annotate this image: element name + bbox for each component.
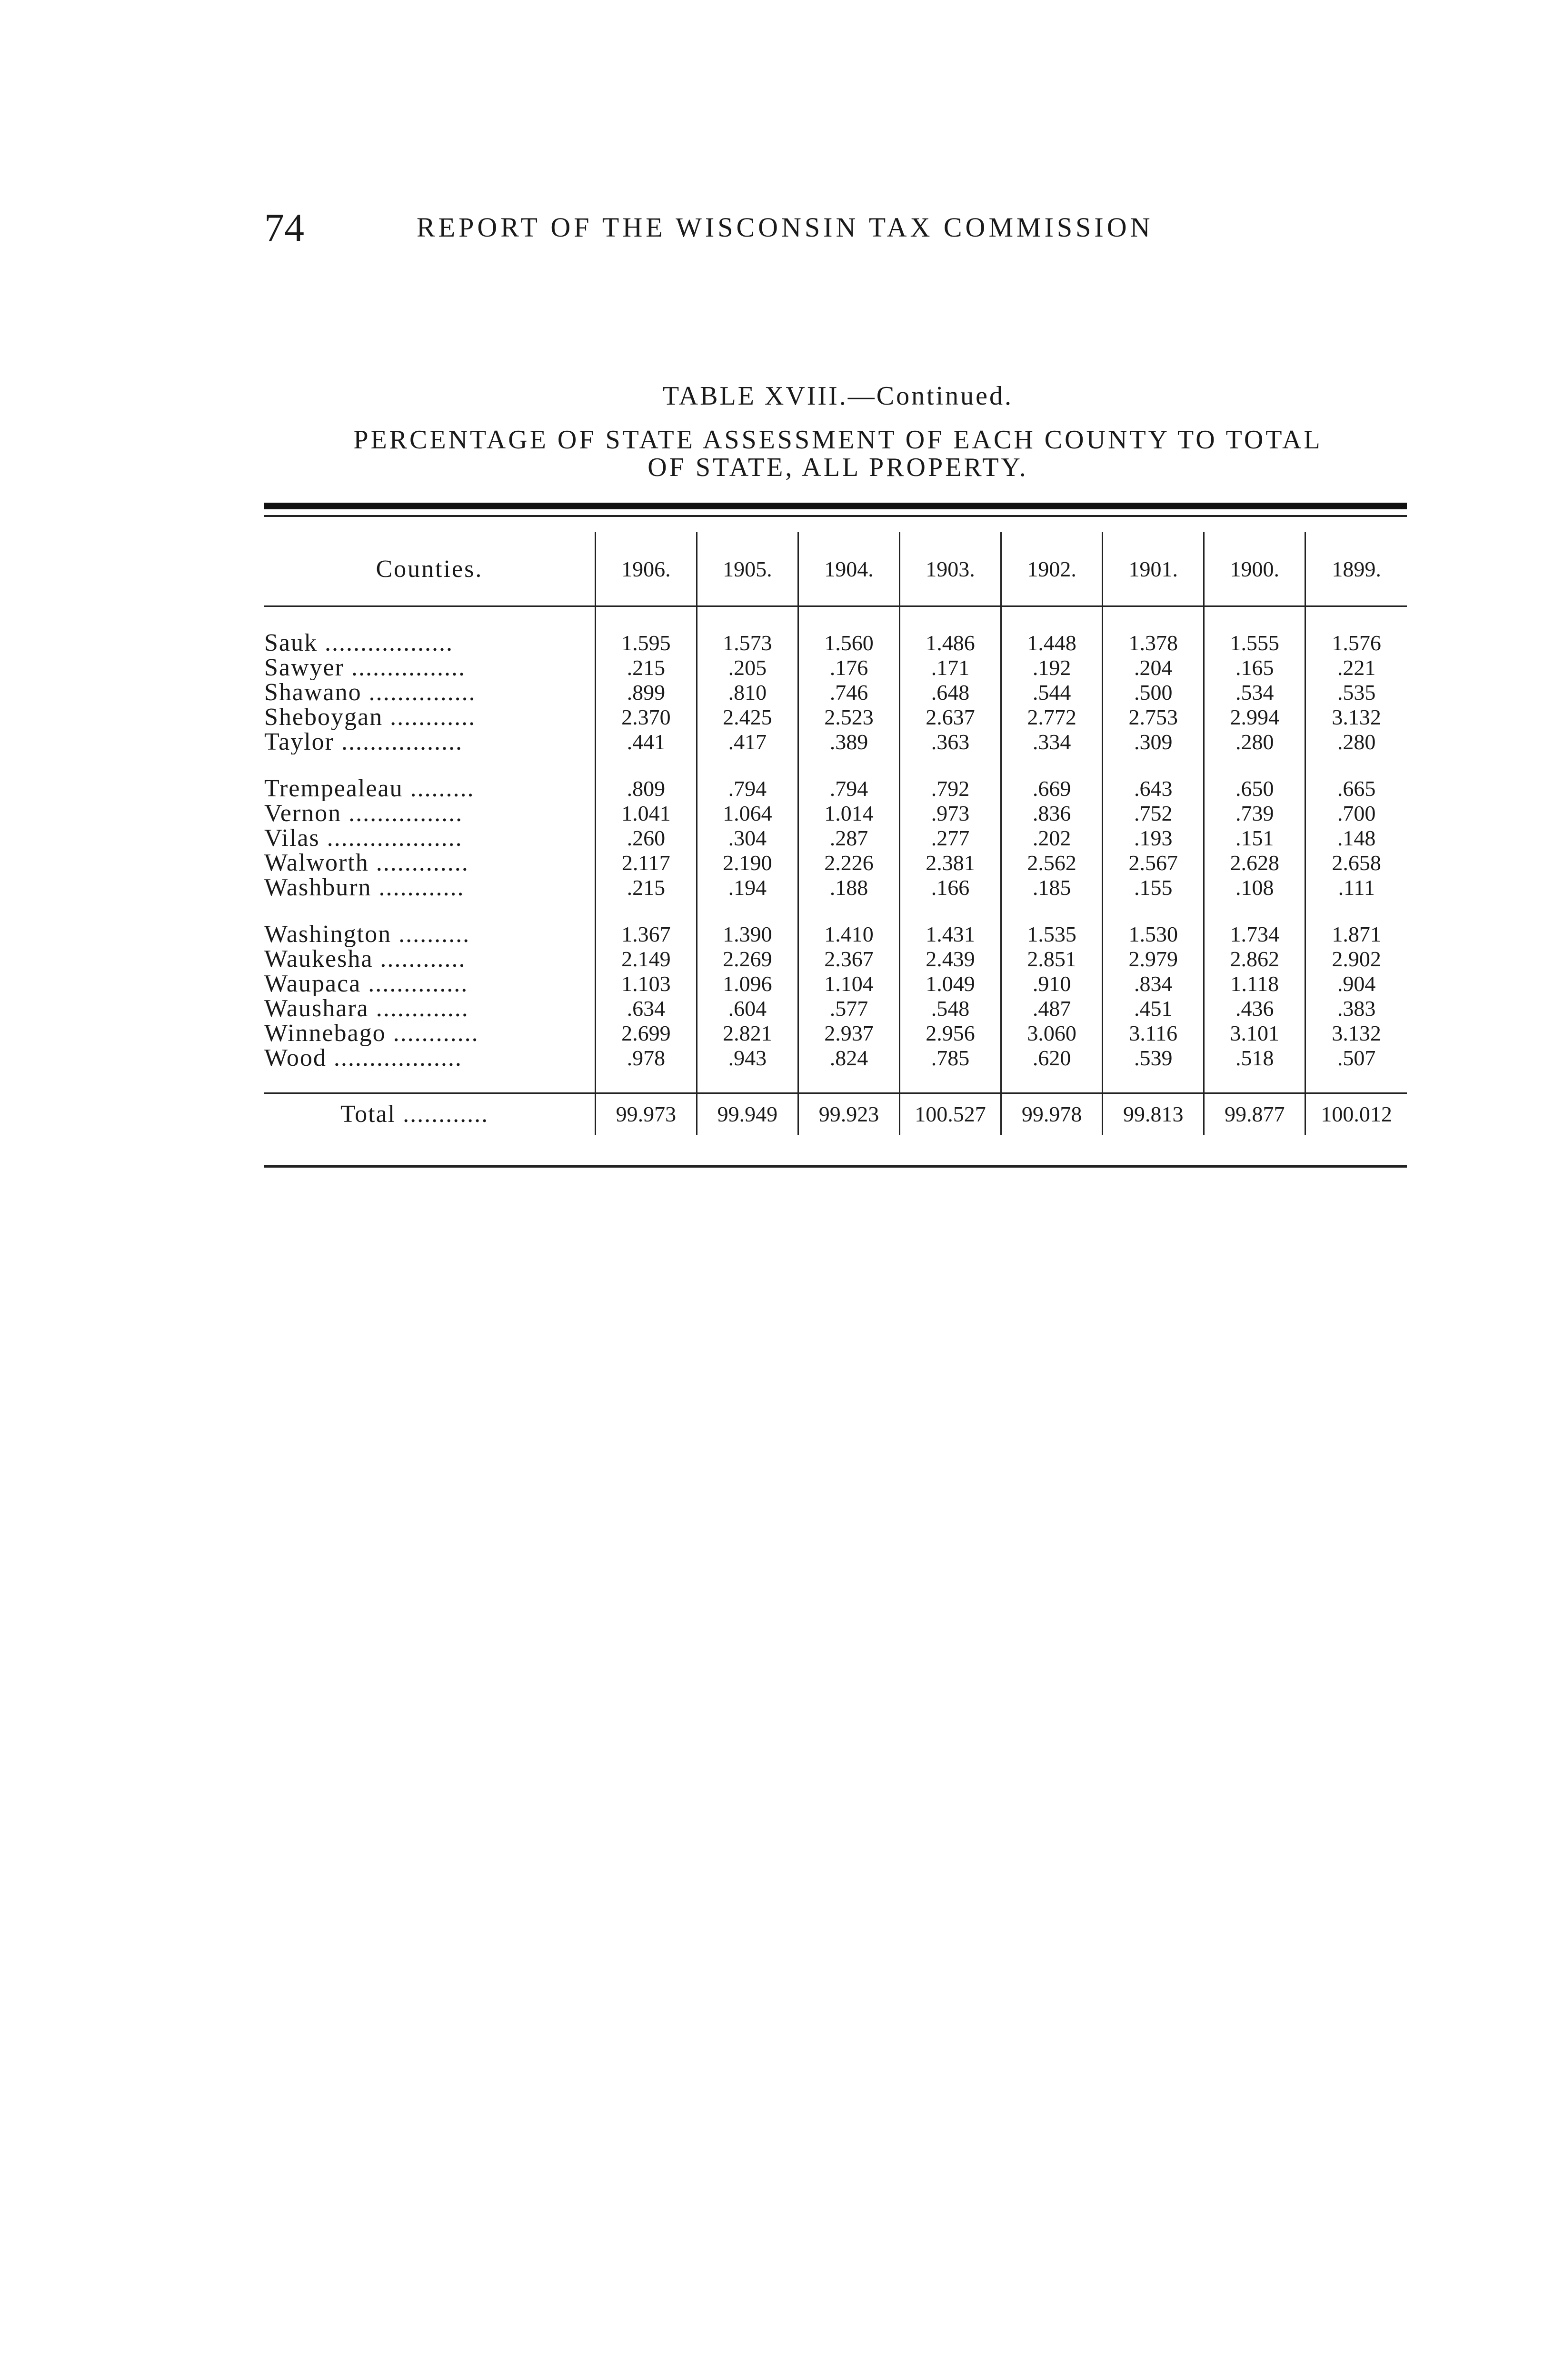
- value-cell: 1.576: [1305, 631, 1407, 655]
- value-cell: .899: [595, 680, 697, 705]
- table-row: [264, 730, 1407, 754]
- value-cell: 1.390: [697, 922, 798, 947]
- total-value-cell: 99.978: [1001, 1093, 1103, 1135]
- value-cell: .215: [595, 655, 697, 680]
- county-name: Washburn ............: [264, 875, 465, 900]
- spacer-cell: [1305, 1071, 1407, 1093]
- spacer-cell: [595, 1071, 697, 1093]
- table-row: [264, 631, 1407, 655]
- value-cell: 1.431: [900, 922, 1001, 947]
- total-value-cell: 99.877: [1204, 1093, 1305, 1135]
- spacer-cell: [264, 900, 595, 922]
- year-header: 1904.: [798, 532, 899, 606]
- value-cell: 2.226: [798, 851, 899, 875]
- value-cell: .665: [1305, 776, 1407, 801]
- year-header: 1903.: [900, 532, 1001, 606]
- value-cell: 3.060: [1001, 1021, 1103, 1046]
- spacer-cell: [697, 606, 798, 631]
- value-cell: 2.567: [1103, 851, 1204, 875]
- value-cell: 1.103: [595, 972, 697, 996]
- value-cell: .544: [1001, 680, 1103, 705]
- top-rule-thick: [264, 503, 1407, 509]
- value-cell: 1.049: [900, 972, 1001, 996]
- spacer-cell: [595, 754, 697, 776]
- value-cell: .215: [595, 875, 697, 900]
- value-cell: 1.560: [798, 631, 899, 655]
- spacer-cell: [1204, 606, 1305, 631]
- spacer-cell: [900, 900, 1001, 922]
- value-cell: 2.425: [697, 705, 798, 730]
- spacer-row: [264, 606, 1407, 631]
- value-cell: .910: [1001, 972, 1103, 996]
- spacer-cell: [595, 900, 697, 922]
- year-header: 1899.: [1305, 532, 1407, 606]
- value-cell: 1.104: [798, 972, 899, 996]
- value-cell: .794: [798, 776, 899, 801]
- value-cell: .389: [798, 730, 899, 754]
- value-cell: .794: [697, 776, 798, 801]
- value-cell: .548: [900, 996, 1001, 1021]
- value-cell: .166: [900, 875, 1001, 900]
- spacer-cell: [1001, 606, 1103, 631]
- county-name: Vilas ...................: [264, 826, 463, 851]
- table-body: [264, 606, 1407, 1135]
- value-cell: .451: [1103, 996, 1204, 1021]
- value-cell: .188: [798, 875, 899, 900]
- value-cell: .194: [697, 875, 798, 900]
- value-cell: .973: [900, 801, 1001, 826]
- county-name: Wood ..................: [264, 1046, 462, 1071]
- spacer-cell: [1103, 754, 1204, 776]
- value-cell: .171: [900, 655, 1001, 680]
- table-row: [264, 1046, 1407, 1071]
- value-cell: .204: [1103, 655, 1204, 680]
- spacer-cell: [1001, 1071, 1103, 1093]
- value-cell: .577: [798, 996, 899, 1021]
- value-cell: .978: [595, 1046, 697, 1071]
- spacer-cell: [1103, 606, 1204, 631]
- value-cell: .277: [900, 826, 1001, 851]
- value-cell: .155: [1103, 875, 1204, 900]
- county-name: Sheboygan ............: [264, 705, 476, 730]
- value-cell: .792: [900, 776, 1001, 801]
- value-cell: 1.555: [1204, 631, 1305, 655]
- value-cell: .383: [1305, 996, 1407, 1021]
- year-header: 1901.: [1103, 532, 1204, 606]
- value-cell: 2.937: [798, 1021, 899, 1046]
- table-row: [264, 1021, 1407, 1046]
- value-cell: 2.979: [1103, 947, 1204, 972]
- assessment-table: [264, 532, 1407, 1135]
- value-cell: .634: [595, 996, 697, 1021]
- county-name: Sawyer ................: [264, 655, 466, 680]
- value-cell: .752: [1103, 801, 1204, 826]
- value-cell: 2.699: [595, 1021, 697, 1046]
- county-column-header: Counties.: [264, 532, 595, 606]
- value-cell: 2.149: [595, 947, 697, 972]
- total-value-cell: 100.527: [900, 1093, 1001, 1135]
- value-cell: 1.871: [1305, 922, 1407, 947]
- value-cell: 1.535: [1001, 922, 1103, 947]
- value-cell: .604: [697, 996, 798, 1021]
- total-value-cell: 99.973: [595, 1093, 697, 1135]
- value-cell: 2.956: [900, 1021, 1001, 1046]
- value-cell: 2.851: [1001, 947, 1103, 972]
- value-cell: 2.994: [1204, 705, 1305, 730]
- spacer-row: [264, 754, 1407, 776]
- value-cell: .205: [697, 655, 798, 680]
- value-cell: .193: [1103, 826, 1204, 851]
- value-cell: .221: [1305, 655, 1407, 680]
- value-cell: 2.117: [595, 851, 697, 875]
- total-value-cell: 99.949: [697, 1093, 798, 1135]
- value-cell: 2.862: [1204, 947, 1305, 972]
- spacer-cell: [1204, 1071, 1305, 1093]
- value-cell: .202: [1001, 826, 1103, 851]
- table-row: [264, 655, 1407, 680]
- table-caption-line-1: PERCENTAGE OF STATE ASSESSMENT OF EACH COUNTY TO TOTAL: [353, 425, 1323, 455]
- total-value-cell: 100.012: [1305, 1093, 1407, 1135]
- value-cell: .441: [595, 730, 697, 754]
- value-cell: 1.410: [798, 922, 899, 947]
- value-cell: 1.367: [595, 922, 697, 947]
- top-rule-thin: [264, 515, 1407, 517]
- county-name: Vernon ................: [264, 801, 463, 826]
- value-cell: .165: [1204, 655, 1305, 680]
- spacer-cell: [264, 754, 595, 776]
- spacer-row: [264, 1071, 1407, 1093]
- value-cell: 2.269: [697, 947, 798, 972]
- value-cell: .518: [1204, 1046, 1305, 1071]
- county-name: Walworth .............: [264, 851, 469, 875]
- year-header: 1905.: [697, 532, 798, 606]
- spacer-cell: [900, 1071, 1001, 1093]
- county-name: Trempealeau .........: [264, 776, 475, 801]
- spacer-cell: [900, 754, 1001, 776]
- total-row: [264, 1093, 1407, 1135]
- spacer-cell: [1305, 606, 1407, 631]
- value-cell: 2.902: [1305, 947, 1407, 972]
- value-cell: .417: [697, 730, 798, 754]
- county-name: Waupaca ..............: [264, 972, 468, 996]
- spacer-cell: [697, 1071, 798, 1093]
- spacer-cell: [1305, 754, 1407, 776]
- value-cell: .700: [1305, 801, 1407, 826]
- value-cell: 1.530: [1103, 922, 1204, 947]
- value-cell: 2.190: [697, 851, 798, 875]
- value-cell: .280: [1305, 730, 1407, 754]
- spacer-cell: [1204, 754, 1305, 776]
- spacer-cell: [798, 1071, 899, 1093]
- running-head: REPORT OF THE WISCONSIN TAX COMMISSION: [417, 212, 1154, 243]
- table-title: TABLE XVIII.—Continued.: [662, 381, 1014, 411]
- value-cell: 2.370: [595, 705, 697, 730]
- value-cell: .824: [798, 1046, 899, 1071]
- value-cell: 2.381: [900, 851, 1001, 875]
- value-cell: .836: [1001, 801, 1103, 826]
- value-cell: 2.821: [697, 1021, 798, 1046]
- spacer-cell: [900, 606, 1001, 631]
- value-cell: .309: [1103, 730, 1204, 754]
- year-header: 1900.: [1204, 532, 1305, 606]
- value-cell: 1.096: [697, 972, 798, 996]
- value-cell: 3.132: [1305, 1021, 1407, 1046]
- county-name: Shawano ...............: [264, 680, 476, 705]
- value-cell: .943: [697, 1046, 798, 1071]
- spacer-cell: [697, 900, 798, 922]
- table-row: [264, 851, 1407, 875]
- county-name: Waushara .............: [264, 996, 469, 1021]
- value-cell: .500: [1103, 680, 1204, 705]
- value-cell: .620: [1001, 1046, 1103, 1071]
- table-row: [264, 922, 1407, 947]
- value-cell: 2.439: [900, 947, 1001, 972]
- table-row: [264, 680, 1407, 705]
- table-caption: [264, 426, 1412, 481]
- county-name: Washington ..........: [264, 922, 470, 947]
- value-cell: 1.448: [1001, 631, 1103, 655]
- table-row: [264, 801, 1407, 826]
- value-cell: 3.116: [1103, 1021, 1204, 1046]
- county-name: Winnebago ............: [264, 1021, 479, 1046]
- total-value-cell: 99.813: [1103, 1093, 1204, 1135]
- value-cell: 2.637: [900, 705, 1001, 730]
- county-name: Taylor .................: [264, 730, 463, 754]
- value-cell: 3.132: [1305, 705, 1407, 730]
- value-cell: .669: [1001, 776, 1103, 801]
- spacer-cell: [595, 606, 697, 631]
- value-cell: 2.658: [1305, 851, 1407, 875]
- spacer-cell: [1103, 1071, 1204, 1093]
- value-cell: .436: [1204, 996, 1305, 1021]
- table-row: [264, 972, 1407, 996]
- value-cell: 1.486: [900, 631, 1001, 655]
- total-label: Total ............: [264, 1093, 595, 1135]
- spacer-cell: [1001, 754, 1103, 776]
- value-cell: 3.101: [1204, 1021, 1305, 1046]
- value-cell: .176: [798, 655, 899, 680]
- spacer-cell: [798, 606, 899, 631]
- value-cell: .280: [1204, 730, 1305, 754]
- value-cell: .487: [1001, 996, 1103, 1021]
- value-cell: .739: [1204, 801, 1305, 826]
- spacer-cell: [1204, 900, 1305, 922]
- value-cell: .304: [697, 826, 798, 851]
- value-cell: .650: [1204, 776, 1305, 801]
- value-cell: 1.595: [595, 631, 697, 655]
- value-cell: .507: [1305, 1046, 1407, 1071]
- value-cell: 1.118: [1204, 972, 1305, 996]
- table-row: [264, 875, 1407, 900]
- value-cell: .111: [1305, 875, 1407, 900]
- value-cell: .643: [1103, 776, 1204, 801]
- county-name: Waukesha ............: [264, 947, 466, 972]
- value-cell: .535: [1305, 680, 1407, 705]
- value-cell: .648: [900, 680, 1001, 705]
- value-cell: 2.628: [1204, 851, 1305, 875]
- year-header: 1902.: [1001, 532, 1103, 606]
- table-row: [264, 705, 1407, 730]
- value-cell: 1.378: [1103, 631, 1204, 655]
- value-cell: 2.772: [1001, 705, 1103, 730]
- value-cell: .260: [595, 826, 697, 851]
- value-cell: .287: [798, 826, 899, 851]
- value-cell: 2.562: [1001, 851, 1103, 875]
- table-row: [264, 996, 1407, 1021]
- page-number: 74: [264, 206, 304, 250]
- value-cell: .746: [798, 680, 899, 705]
- value-cell: 2.367: [798, 947, 899, 972]
- value-cell: .785: [900, 1046, 1001, 1071]
- spacer-row: [264, 900, 1407, 922]
- page-header: [264, 205, 1264, 252]
- value-cell: .539: [1103, 1046, 1204, 1071]
- value-cell: .904: [1305, 972, 1407, 996]
- header-row: [264, 532, 1407, 606]
- value-cell: .108: [1204, 875, 1305, 900]
- value-cell: .534: [1204, 680, 1305, 705]
- spacer-cell: [798, 754, 899, 776]
- spacer-cell: [1305, 900, 1407, 922]
- value-cell: .334: [1001, 730, 1103, 754]
- value-cell: .809: [595, 776, 697, 801]
- bottom-rule: [264, 1165, 1407, 1168]
- value-cell: 1.014: [798, 801, 899, 826]
- table-row: [264, 776, 1407, 801]
- value-cell: 1.573: [697, 631, 798, 655]
- year-header: 1906.: [595, 532, 697, 606]
- spacer-cell: [1103, 900, 1204, 922]
- table-row: [264, 947, 1407, 972]
- spacer-cell: [697, 754, 798, 776]
- value-cell: 1.734: [1204, 922, 1305, 947]
- value-cell: .192: [1001, 655, 1103, 680]
- value-cell: 2.523: [798, 705, 899, 730]
- value-cell: .185: [1001, 875, 1103, 900]
- value-cell: 1.041: [595, 801, 697, 826]
- value-cell: .151: [1204, 826, 1305, 851]
- spacer-cell: [798, 900, 899, 922]
- value-cell: .810: [697, 680, 798, 705]
- total-value-cell: 99.923: [798, 1093, 899, 1135]
- spacer-cell: [264, 1071, 595, 1093]
- value-cell: .834: [1103, 972, 1204, 996]
- value-cell: .148: [1305, 826, 1407, 851]
- value-cell: 2.753: [1103, 705, 1204, 730]
- value-cell: .363: [900, 730, 1001, 754]
- spacer-cell: [1001, 900, 1103, 922]
- value-cell: 1.064: [697, 801, 798, 826]
- table-row: [264, 826, 1407, 851]
- county-name: Sauk ..................: [264, 631, 453, 655]
- table-caption-line-2: OF STATE, ALL PROPERTY.: [648, 453, 1028, 482]
- spacer-cell: [264, 606, 595, 631]
